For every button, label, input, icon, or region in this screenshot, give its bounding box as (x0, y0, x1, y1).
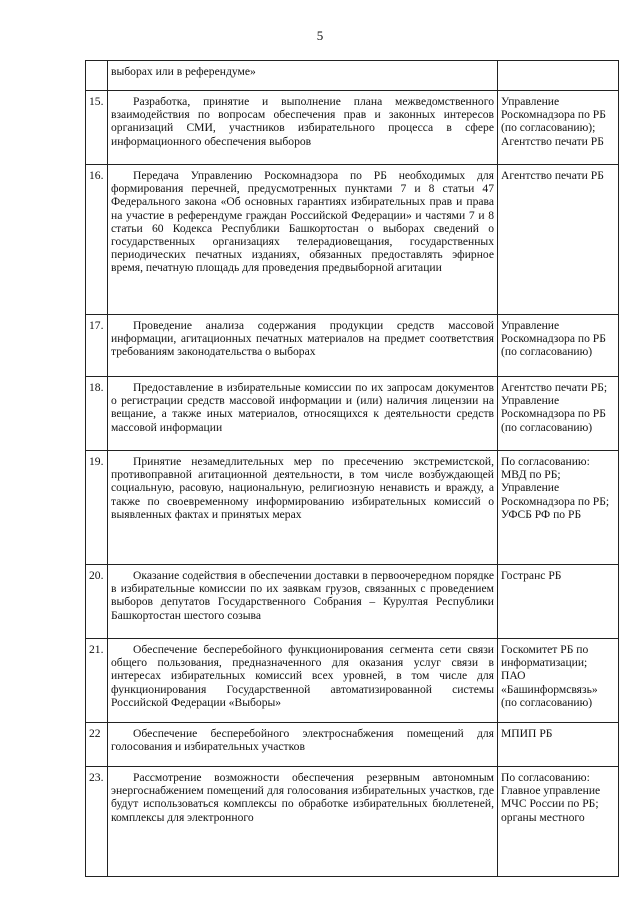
responsible-line: По согласованию: (501, 455, 590, 468)
row-text-paragraph: Оказание содействия в обеспечении доставки в первоочередном порядке в избирательные комиссии по их заявкам грузов, связанных с проведением выборов депутатов Государственного Собрания – Курултая Республики Башкортостан шестого созыва (111, 569, 494, 622)
table-row (86, 377, 619, 451)
row-number: 19. (86, 451, 108, 565)
row-text (108, 723, 498, 767)
responsible-line: Управление Роскомнадзора по РБ (по согласованию) (501, 319, 606, 359)
responsible-line: Агентство печати РБ; (501, 381, 608, 394)
row-responsible (498, 165, 619, 315)
responsible-line: По согласованию: (501, 771, 590, 784)
responsible-line: Госкомитет РБ по информатизации; (501, 643, 589, 670)
table-row (86, 165, 619, 315)
plan-table (85, 60, 619, 877)
row-responsible (498, 377, 619, 451)
responsible-line: МПИП РБ (501, 727, 553, 740)
row-number (86, 61, 108, 91)
responsible-line: ПАО «Башинформсвязь» (по согласованию) (501, 669, 598, 709)
row-number: 21. (86, 639, 108, 723)
responsible-line: Управление Роскомнадзора по РБ; УФСБ РФ по РБ (501, 481, 610, 521)
responsible-line: МВД по РБ; (501, 468, 561, 482)
row-number: 17. (86, 315, 108, 377)
row-number: 16. (86, 165, 108, 315)
table-row (86, 315, 619, 377)
row-text-paragraph: Передача Управлению Роскомнадзора по РБ необходимых для формирования перечней, предусмотренных пунктами 7 и 8 статьи 47 Федерального закона «Об основных гарантиях избирательных прав и права на участие в референдуме граждан Российской Федерации» и частями 7 и 8 статьи 60 Кодекса Республики Башкортостан о выборах сведений о государственных организациях телерадиовещания, государственных периодических печатных изданиях, обязанных предоставлять эфирное время, печатную площадь для проведения предвыборной агитации (111, 169, 494, 275)
row-text (108, 377, 498, 451)
row-responsible (498, 451, 619, 565)
responsible-line: Гостранс РБ (501, 569, 562, 582)
row-text-paragraph: Принятие незамедлительных мер по пресечению экстремистской, противоправной агитационной деятельности, в том числе возбуждающей социальную, расовую, национальную, религиозную ненависть и вражду, а также по своевременному информированию избирательных комиссий о выявленных фактах и принятых мерах (111, 455, 494, 521)
row-responsible (498, 315, 619, 377)
row-text-paragraph: Рассмотрение возможности обеспечения резервным автономным энергоснабжением помещений для голосования избирательных участков, где будут использоваться комплексы по обработке избирательных бюллетеней, комплексы для электронного (111, 771, 494, 824)
row-text (108, 165, 498, 315)
responsible-line: Агентство печати РБ (501, 169, 604, 182)
row-text (108, 565, 498, 639)
row-text-paragraph: Обеспечение бесперебойного электроснабжения помещений для голосования и избирательных участков (111, 727, 494, 754)
row-responsible (498, 767, 619, 877)
row-responsible (498, 565, 619, 639)
table-row (86, 565, 619, 639)
responsible-line: Главное управление МЧС России по РБ; (501, 784, 601, 811)
row-text-paragraph: Обеспечение бесперебойного функционирования сегмента сети связи общего пользования, предназначенного для оказания услуг связи в интересах избирательных комиссий всех уровней, в том числе для функционирования Государственной автоматизированной системы Российской Федерации «Выборы» (111, 643, 494, 709)
row-text (108, 767, 498, 877)
table-row (86, 639, 619, 723)
row-text (108, 91, 498, 165)
row-text-paragraph: Проведение анализа содержания продукции средств массовой информации, агитационных печатных материалов на предмет соответствия требованиям законодательства о выборах (111, 319, 494, 359)
table-row-continued (86, 61, 619, 91)
row-number: 15. (86, 91, 108, 165)
row-number: 23. (86, 767, 108, 877)
row-number: 22 (86, 723, 108, 767)
row-text (108, 639, 498, 723)
row-number: 18. (86, 377, 108, 451)
table-row (86, 767, 619, 877)
responsible-line: Агентство печати РБ (501, 134, 604, 148)
responsible-line: Управление Роскомнадзора по РБ (по согласованию) (501, 394, 606, 434)
page-number: 5 (316, 28, 324, 43)
row-text (108, 315, 498, 377)
row-responsible (498, 61, 619, 91)
table-row (86, 723, 619, 767)
responsible-line: органы местного (501, 810, 585, 824)
row-text: выборах или в референдуме» (108, 61, 498, 91)
row-text-paragraph: Разработка, принятие и выполнение плана межведомственного взаимодействия по вопросам обеспечения прав и законных интересов организаций СМИ, участников избирательного процесса в сфере информационного обеспечения выборов (111, 95, 494, 148)
responsible-line: Управление Роскомнадзора по РБ (по согласованию); (501, 95, 606, 135)
table-row (86, 451, 619, 565)
row-responsible (498, 639, 619, 723)
row-text (108, 451, 498, 565)
row-responsible (498, 91, 619, 165)
table-row (86, 91, 619, 165)
row-number: 20. (86, 565, 108, 639)
row-responsible (498, 723, 619, 767)
row-text-paragraph: Предоставление в избирательные комиссии по их запросам документов о регистрации средств массовой информации и (или) наличия лицензии на вещание, а также иных материалов, относящихся к деятельности средств массовой информации (111, 381, 494, 434)
